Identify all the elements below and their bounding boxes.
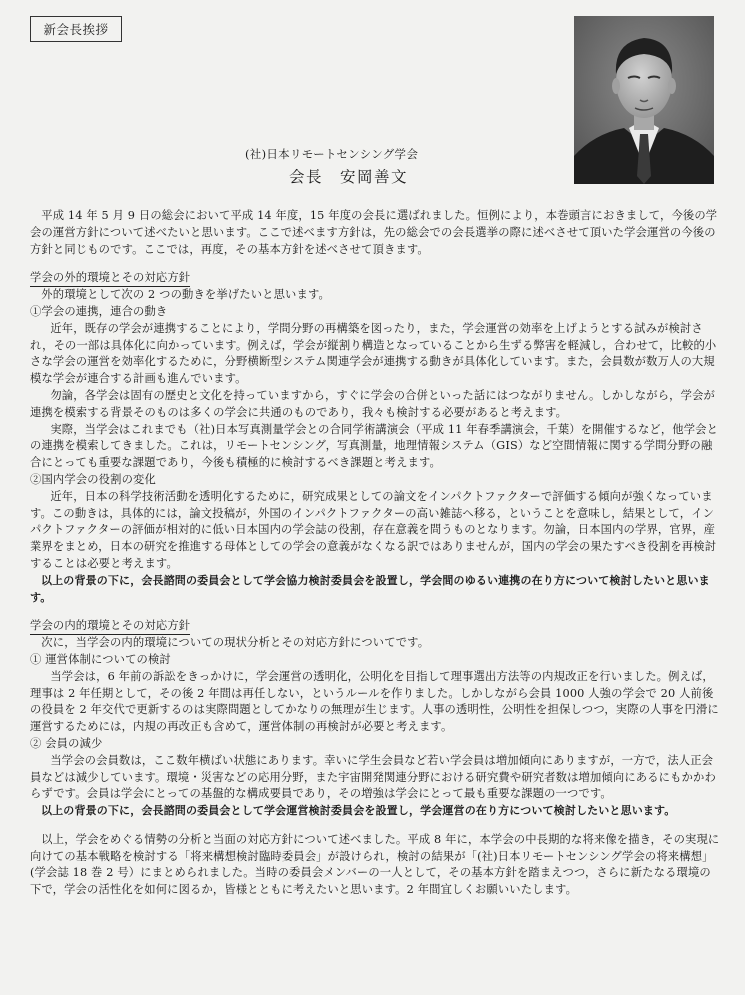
section-conclusion: 以上の背景の下に，会長諮問の委員会として学会協力検討委員会を設置し，学会間のゆるい連携の在り方について検討したいと思います。	[30, 573, 710, 604]
section-lead: 次に，当学会の内的環境についての現状分析とその対応方針についてです。	[41, 636, 430, 650]
subsection-title: ② 会員の減少	[30, 736, 103, 750]
section-lead: 外的環境として次の 2 つの動きを挙げたいと思います。	[41, 288, 330, 302]
section-heading-internal: 学会の内的環境とその対応方針	[30, 618, 190, 635]
subsection-title: ① 運営体制についての検討	[30, 652, 171, 666]
paragraph: 勿論，各学会は固有の歴史と文化を持っていますから，すぐに学会の合併といった話にはつながりません。しかしながら，学会が連携を模索する背景そのものは多くの学会に共通のものであり，我々も検討する必要があると考えます。	[30, 388, 715, 419]
subsection-title: ②国内学会の役割の変化	[30, 472, 156, 486]
paragraph: 当学会は，6 年前の訴訟をきっかけに，学会運営の透明化，公明化を目指して理事選出方法等の内規改正を行いました。例えば，理事は 2 年任期として，その後 2 年間は再任しない，というルールを作りました。しかしながら会員 1000 人強の学会で 20 人前後の役員を 2 年交代で更新するのは実際問題としてかなりの無理が生じます。人事の透明性，公明性を担保しつつ，実際の人事を円滑に運営するためには，内規の再改正も含めて，運営体制の再検討が必要と考えます。	[30, 669, 719, 734]
paragraph: 近年，既存の学会が連携することにより，学問分野の再構築を図ったり，また，学会運営の効率を上げようとする試みが検討され，その一部は具体化に向かっています。例えば，学会が縦割り構造となっていることから生ずる弊害を軽減し，合わせて，比較的小さな学会の運営を効率化するために，分野横断型システム関連学会が連携する動きが具体化しています。また，会員数が数万人の大規模な学会が連合する計画も進んでいます。	[30, 321, 717, 386]
portrait-image	[574, 16, 714, 184]
column-tag: 新会長挨拶	[30, 16, 122, 42]
intro-paragraph: 平成 14 年 5 月 9 日の総会において平成 14 年度，15 年度の会長に選ばれました。恒例により，本巻頭言におきまして，今後の学会の運営方針について述べたいと思います。ここで述べます方針は，先の総会での会長選挙の際に述べさせて頂いた学会運営の今後の方針と同じものです。ここでは，再度，その基本方針を述べさせて頂きます。	[30, 209, 718, 256]
president-name: 会長 安岡善文	[289, 168, 409, 186]
paragraph: 近年，日本の科学技術活動を透明化するために，研究成果としての論文をインパクトファクターで評価する傾向が強くなっています。この動きは，具体的には，論文投稿が，外国のインパクトファクターの高い雑誌へ移る，ということを意味し，結果として，インパクトファクターの評価が相対的に低い日本国内の学会誌の役割，存在意義を問うものとなります。勿論，日本国内の学界，官界，産業界をまとめ，日本の研究を推進する母体としての学会の意義がなくなる訳ではありませんが，国内の学会の果たすべき役割を再検討することは必要と考えます。	[30, 489, 717, 570]
organization-name: (社)日本リモートセンシング学会	[245, 147, 419, 161]
paragraph: 実際，当学会はこれまでも（社)日本写真測量学会との合同学術講演会（平成 11 年春季講演会，千葉）を開催するなど，他学会との連携を模索してきました。これは，リモートセンシング，写真測量，地理情報システム（GIS）など空間情報に関する学問分野の融合にとっても重要な課題であり，今後も積極的に検討するべき課題と考えます。	[30, 422, 719, 470]
article-body	[30, 208, 720, 899]
section-heading-external: 学会の外的環境とその対応方針	[30, 270, 190, 287]
section-conclusion: 以上の背景の下に，会長諮問の委員会として学会運営検討委員会を設置し，学会運営の在り方について検討したいと思います。	[41, 804, 676, 818]
paragraph: 当学会の会員数は，ここ数年横ばい状態にあります。幸いに学生会員など若い学会員は増加傾向にありますが，一方で，法人正会員などは減少しています。環境・災害などの応用分野，また宇宙開発関連分野における研究費や研究者数は増加傾向にあるにもかかわらずです。会員は学会にとっての基盤的な構成要員であり，その増強は学会にとって最も重要な課題の一つです。	[30, 753, 716, 801]
closing-paragraph: 以上，学会をめぐる情勢の分析と当面の対応方針について述べました。平成 8 年に，本学会の中長期的な将来像を描き，その実現に向けての基本戦略を検討する「将来構想検討臨時委員会」が設けられ，検討の結果が「(社)日本リモートセンシング学会の将来構想」(学会誌 18 巻 2 号）にまとめられました。当時の委員会メンバーの一人として，その基本方針を踏まえつつ，さらに新たなる環境の下で，学会の活性化を如何に図るか，皆様とともに考えたいと思います。2 年間宜しくお願いいたします。	[30, 832, 720, 897]
president-portrait	[574, 16, 714, 184]
subsection-title: ①学会の連携，連合の動き	[30, 304, 168, 318]
